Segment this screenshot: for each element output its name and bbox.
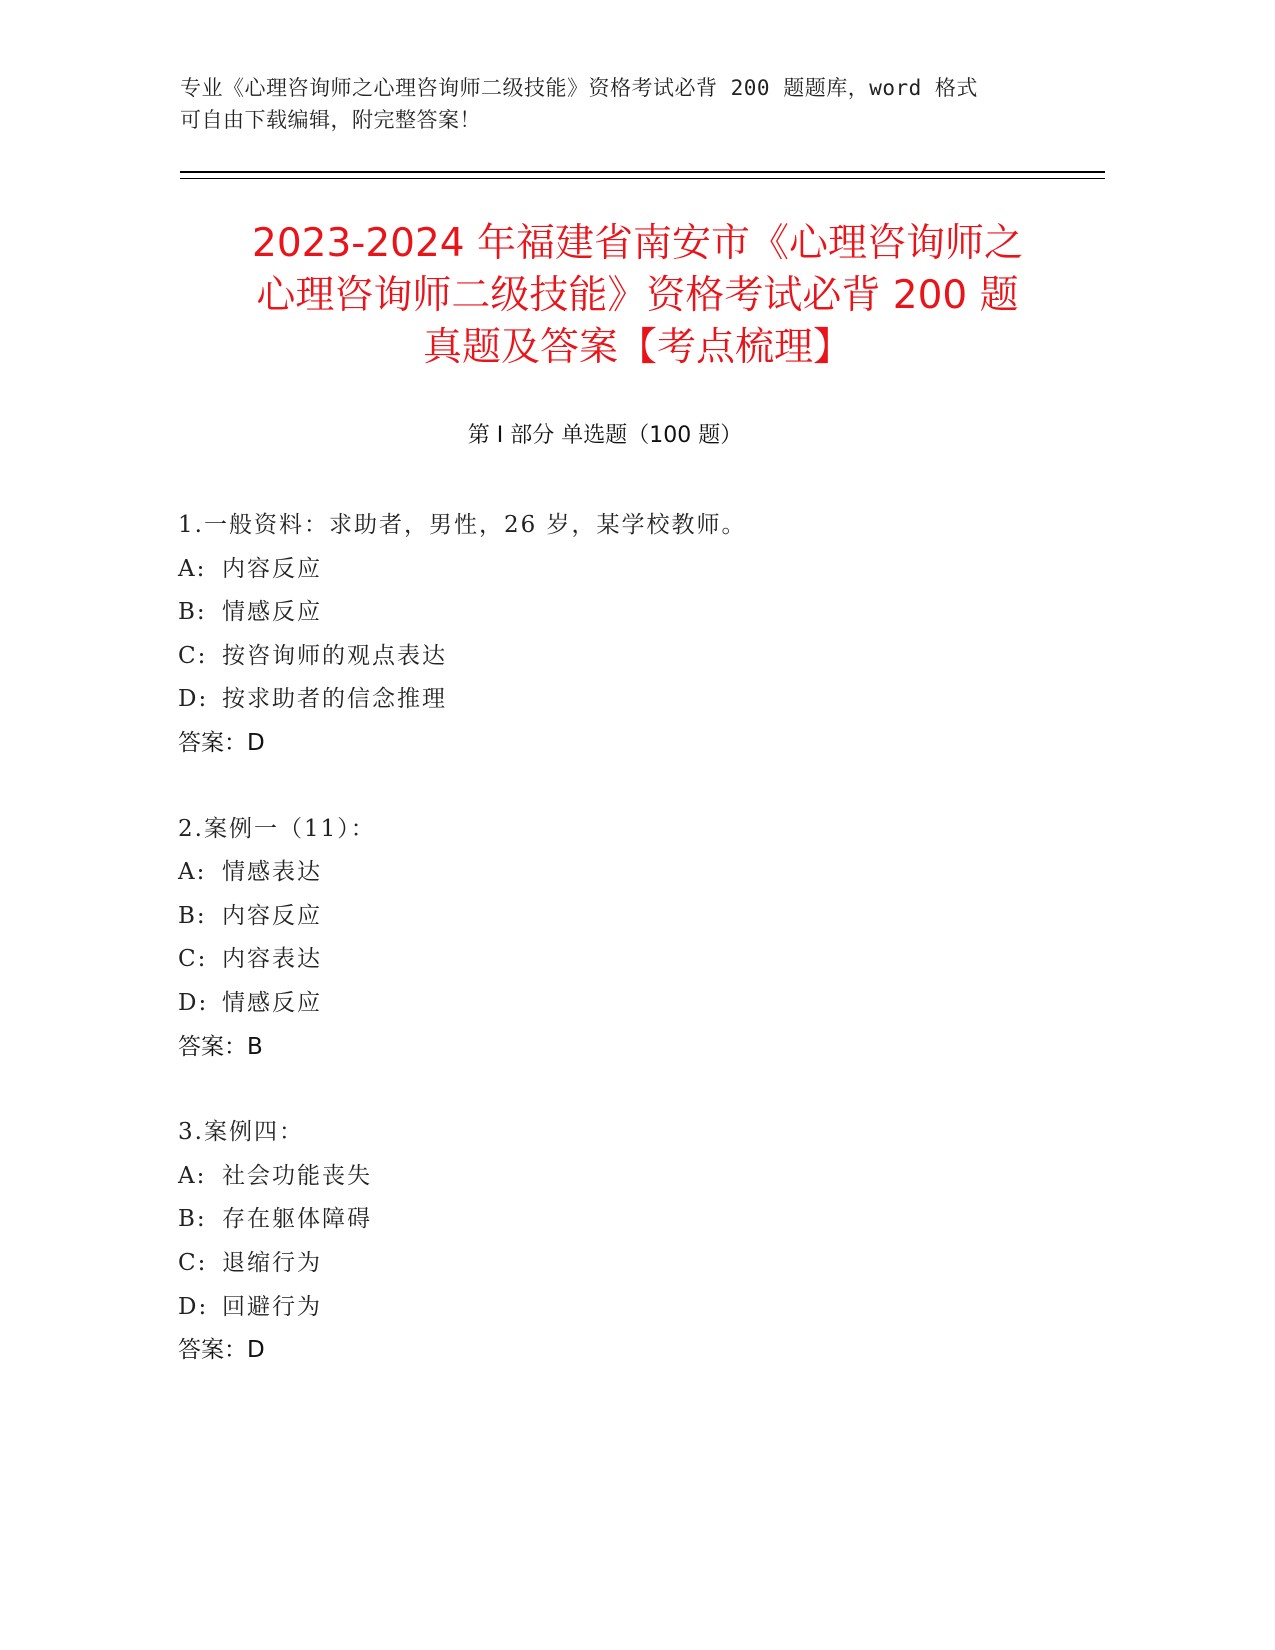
question-stem: 3.案例四：: [178, 1119, 304, 1146]
option-key: A:: [178, 555, 207, 582]
option-c: [178, 635, 1078, 679]
option-key: C:: [178, 642, 208, 669]
header-rule-thick: [180, 171, 1105, 173]
option-b: [178, 591, 1078, 635]
option-a: [178, 1155, 1078, 1199]
question-2: [178, 808, 1078, 1070]
answer-line: 答案：D: [178, 1337, 265, 1364]
option-key: B:: [178, 1206, 207, 1233]
option-text: 按咨询师的观点表达: [222, 642, 447, 669]
option-key: C:: [178, 1249, 208, 1276]
option-text: 内容反应: [222, 555, 322, 582]
option-text: 情感表达: [222, 859, 322, 886]
option-text: 情感反应: [222, 989, 322, 1016]
option-c: [178, 938, 1078, 982]
answer-line: 答案：D: [178, 729, 265, 756]
title-line-3: 真题及答案【考点梳理】: [422, 325, 852, 370]
option-a: [178, 851, 1078, 895]
option-key: C:: [178, 946, 208, 973]
question-1: [178, 504, 1078, 766]
option-key: A:: [178, 859, 207, 886]
header-note: [180, 72, 1060, 136]
option-text: 社会功能丧失: [222, 1162, 372, 1189]
option-key: D:: [178, 1293, 209, 1320]
option-text: 存在躯体障碍: [222, 1206, 372, 1233]
option-key: B:: [178, 902, 207, 929]
answer-line: 答案：B: [178, 1033, 263, 1060]
option-d: [178, 678, 1078, 722]
option-d: [178, 1286, 1078, 1330]
document-title: [150, 218, 1125, 374]
question-3: [178, 1111, 1078, 1373]
question-list: [178, 504, 1078, 1415]
header-note-line-2: 可自由下载编辑，附完整答案！: [180, 108, 481, 132]
option-text: 按求助者的信念推理: [222, 686, 447, 713]
header-note-line-1: 专业《心理咨询师之心理咨询师二级技能》资格考试必背 200 题题库，word 格式: [180, 76, 978, 100]
option-key: D:: [178, 989, 209, 1016]
option-b: [178, 1198, 1078, 1242]
option-text: 内容表达: [222, 946, 322, 973]
question-stem: 1.一般资料：求助者，男性，26 岁，某学校教师。: [178, 512, 747, 538]
option-c: [178, 1242, 1078, 1286]
section-title: 第 I 部分 单选题（100 题）: [467, 423, 743, 448]
option-key: A:: [178, 1162, 207, 1189]
title-line-2: 心理咨询师二级技能》资格考试必背 200 题: [256, 273, 1019, 318]
question-stem: 2.案例一（11）：: [178, 815, 376, 842]
option-a: [178, 548, 1078, 592]
option-text: 退缩行为: [222, 1249, 322, 1276]
option-key: B:: [178, 599, 207, 626]
option-key: D:: [178, 686, 209, 713]
title-line-1: 2023-2024 年福建省南安市《心理咨询师之: [252, 221, 1023, 266]
option-text: 内容反应: [222, 902, 322, 929]
option-b: [178, 895, 1078, 939]
option-d: [178, 982, 1078, 1026]
option-text: 回避行为: [222, 1293, 322, 1320]
option-text: 情感反应: [222, 599, 322, 626]
header-rule-thin: [180, 178, 1105, 179]
